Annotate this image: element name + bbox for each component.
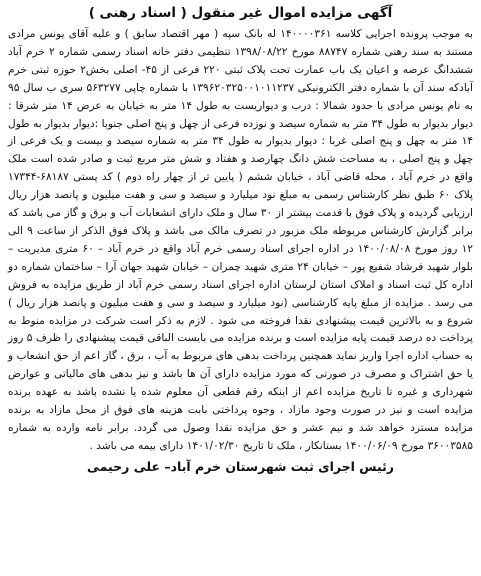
notice-title: آگهی مزایده اموال غیر منقول ( اسناد رهنی )	[88, 5, 393, 21]
notice-body: به موجب پرونده اجرایی کلاسه ۱۴۰۰۰۰۳۶۱ له بانک سپه ( مهر اقتصاد سابق ) و علیه آقای یونس مرادی مستند به سند رهنی شماره ۸۸۷۴۷ مورخ ۱۳۹۸/۰۸/۲۲ تنظیمی دفتر خانه اسناد رسمی شماره ۲ خرم آباد ششدانگ عرصه و اعیان یک باب عمارت تحت پلاک ثبتی ۲۲۰ فرعی از ۴۵- اصلی بخش۲ حوزه ثبتی خرم آبادکه سند آن با شماره دفتر الکترونیکی ۱۳۹۶۲۰۳۲۵۰۰۱۰۱۱۲۳۷ با شماره چاپی ۵۶۳۲۷۷ سری ب سال ۹۵ به نام یونس مرادی با حدود شمالا : درب و دیواریست به طول ۱۴ متر به خیابان به عرض ۱۴ متر شرقا : دیوار بدیوار به طول ۳۴ متر به شماره سیصد و نوزده فرعی از چهل و پنج اصلی جنوبا :دیوار بدیوار به طول ۱۴ متر به چهل و پنج اصلی غربا : دیوار بدیوار به طول ۳۴ متر به شماره سیصد و بیست و یک فرعی از چهل و پنج اصلی ، به مساحت شش دانگ چهارصد و هفتاد و شش متر مربع ثبت و صادر شده است ملک واقع در خرم آباد ، محله قاضی آباد ، خیابان ششم ( پایین تر از چهار راه دوم ) کد پستی ۶۸۱۸۷-۱۷۳۴۴ پلاک ۶۰ طبق نظر کارشناس رسمی به مبلغ نود میلیارد و سیصد و سی و هفت میلیون و پانصد هزار ریال ارزیابی گردیده و پلاک فوق با قدمت بیشتر از ۳۰ سال و ملک دارای انشعابات آب و برق و گاز می باشد که برابر گزارش کارشناس مربوطه ملک مزبور در تصرف مالک می باشد و پلاک فوق الذکر از ساعت ۹ الی ۱۲ روز مورخ ۱۴۰۰/۰۸/۰۸ در اداره اجرای اسناد رسمی خرم آباد واقع در خرم آباد – ۶۰ متری مدیریت – بلوار شهید فرشاد شفیع پور – خیابان ۲۴ متری شهید چمران – خیابان شهید جهان آرا – ساختمان شماره دو اداره کل ثبت اسناد و املاک استان لرستان اداره اجرای اسناد رسمی خرم آباد از طریق مزایده به فروش می رسد . مزایده از مبلغ پایه کارشناسی (نود میلیارد و سیصد و سی و هفت میلیون و پانصد هزار ریال ) شروع و به بالاترین قیمت پیشنهادی نقدا فروخته می شود . لازم به ذکر است شرکت در مزایده منوط به پرداخت ده درصد قیمت پایه مزایده است و برنده مزایده می بایست الباقی قیمت پیشنهادی را ظرف ۵ روز به حساب اداره اجرا واریز نماید همچنین پرداخت بدهی های مربوط به آب ، برق ، گاز اعم از حق انشعاب و یا حق اشتراک و مصرف در صورتی که مورد مزایده دارای آن ها باشد و نیز بدهی های مالیاتی و عوارض شهرداری و غیره تا تاریخ مزایده اعم از اینکه رقم قطعی آن معلوم شده یا نشده باشد به عهده برنده مزایده است و نیز در صورت وجود مازاد ، وجوه پرداختی بابت هزینه های فوق از محل مازاد به برنده مزایده مسترد خواهد شد و نیم عشر و حق مزایده نقدا وصول می گردد. برابر نامه وارده به شماره ۳۶۰۰۳۵۸۵ مورخ ۱۴۰۰/۰۶/۰۹ بستانکار ، ملک تا تاریخ ۱۴۰۱/۰۲/۳۰ دارای بیمه می باشد .	[8, 28, 474, 452]
notice-signature: رئیس اجرای ثبت شهرستان خرم آباد– علی رحیمی	[87, 458, 394, 474]
auction-notice	[6, 4, 475, 572]
